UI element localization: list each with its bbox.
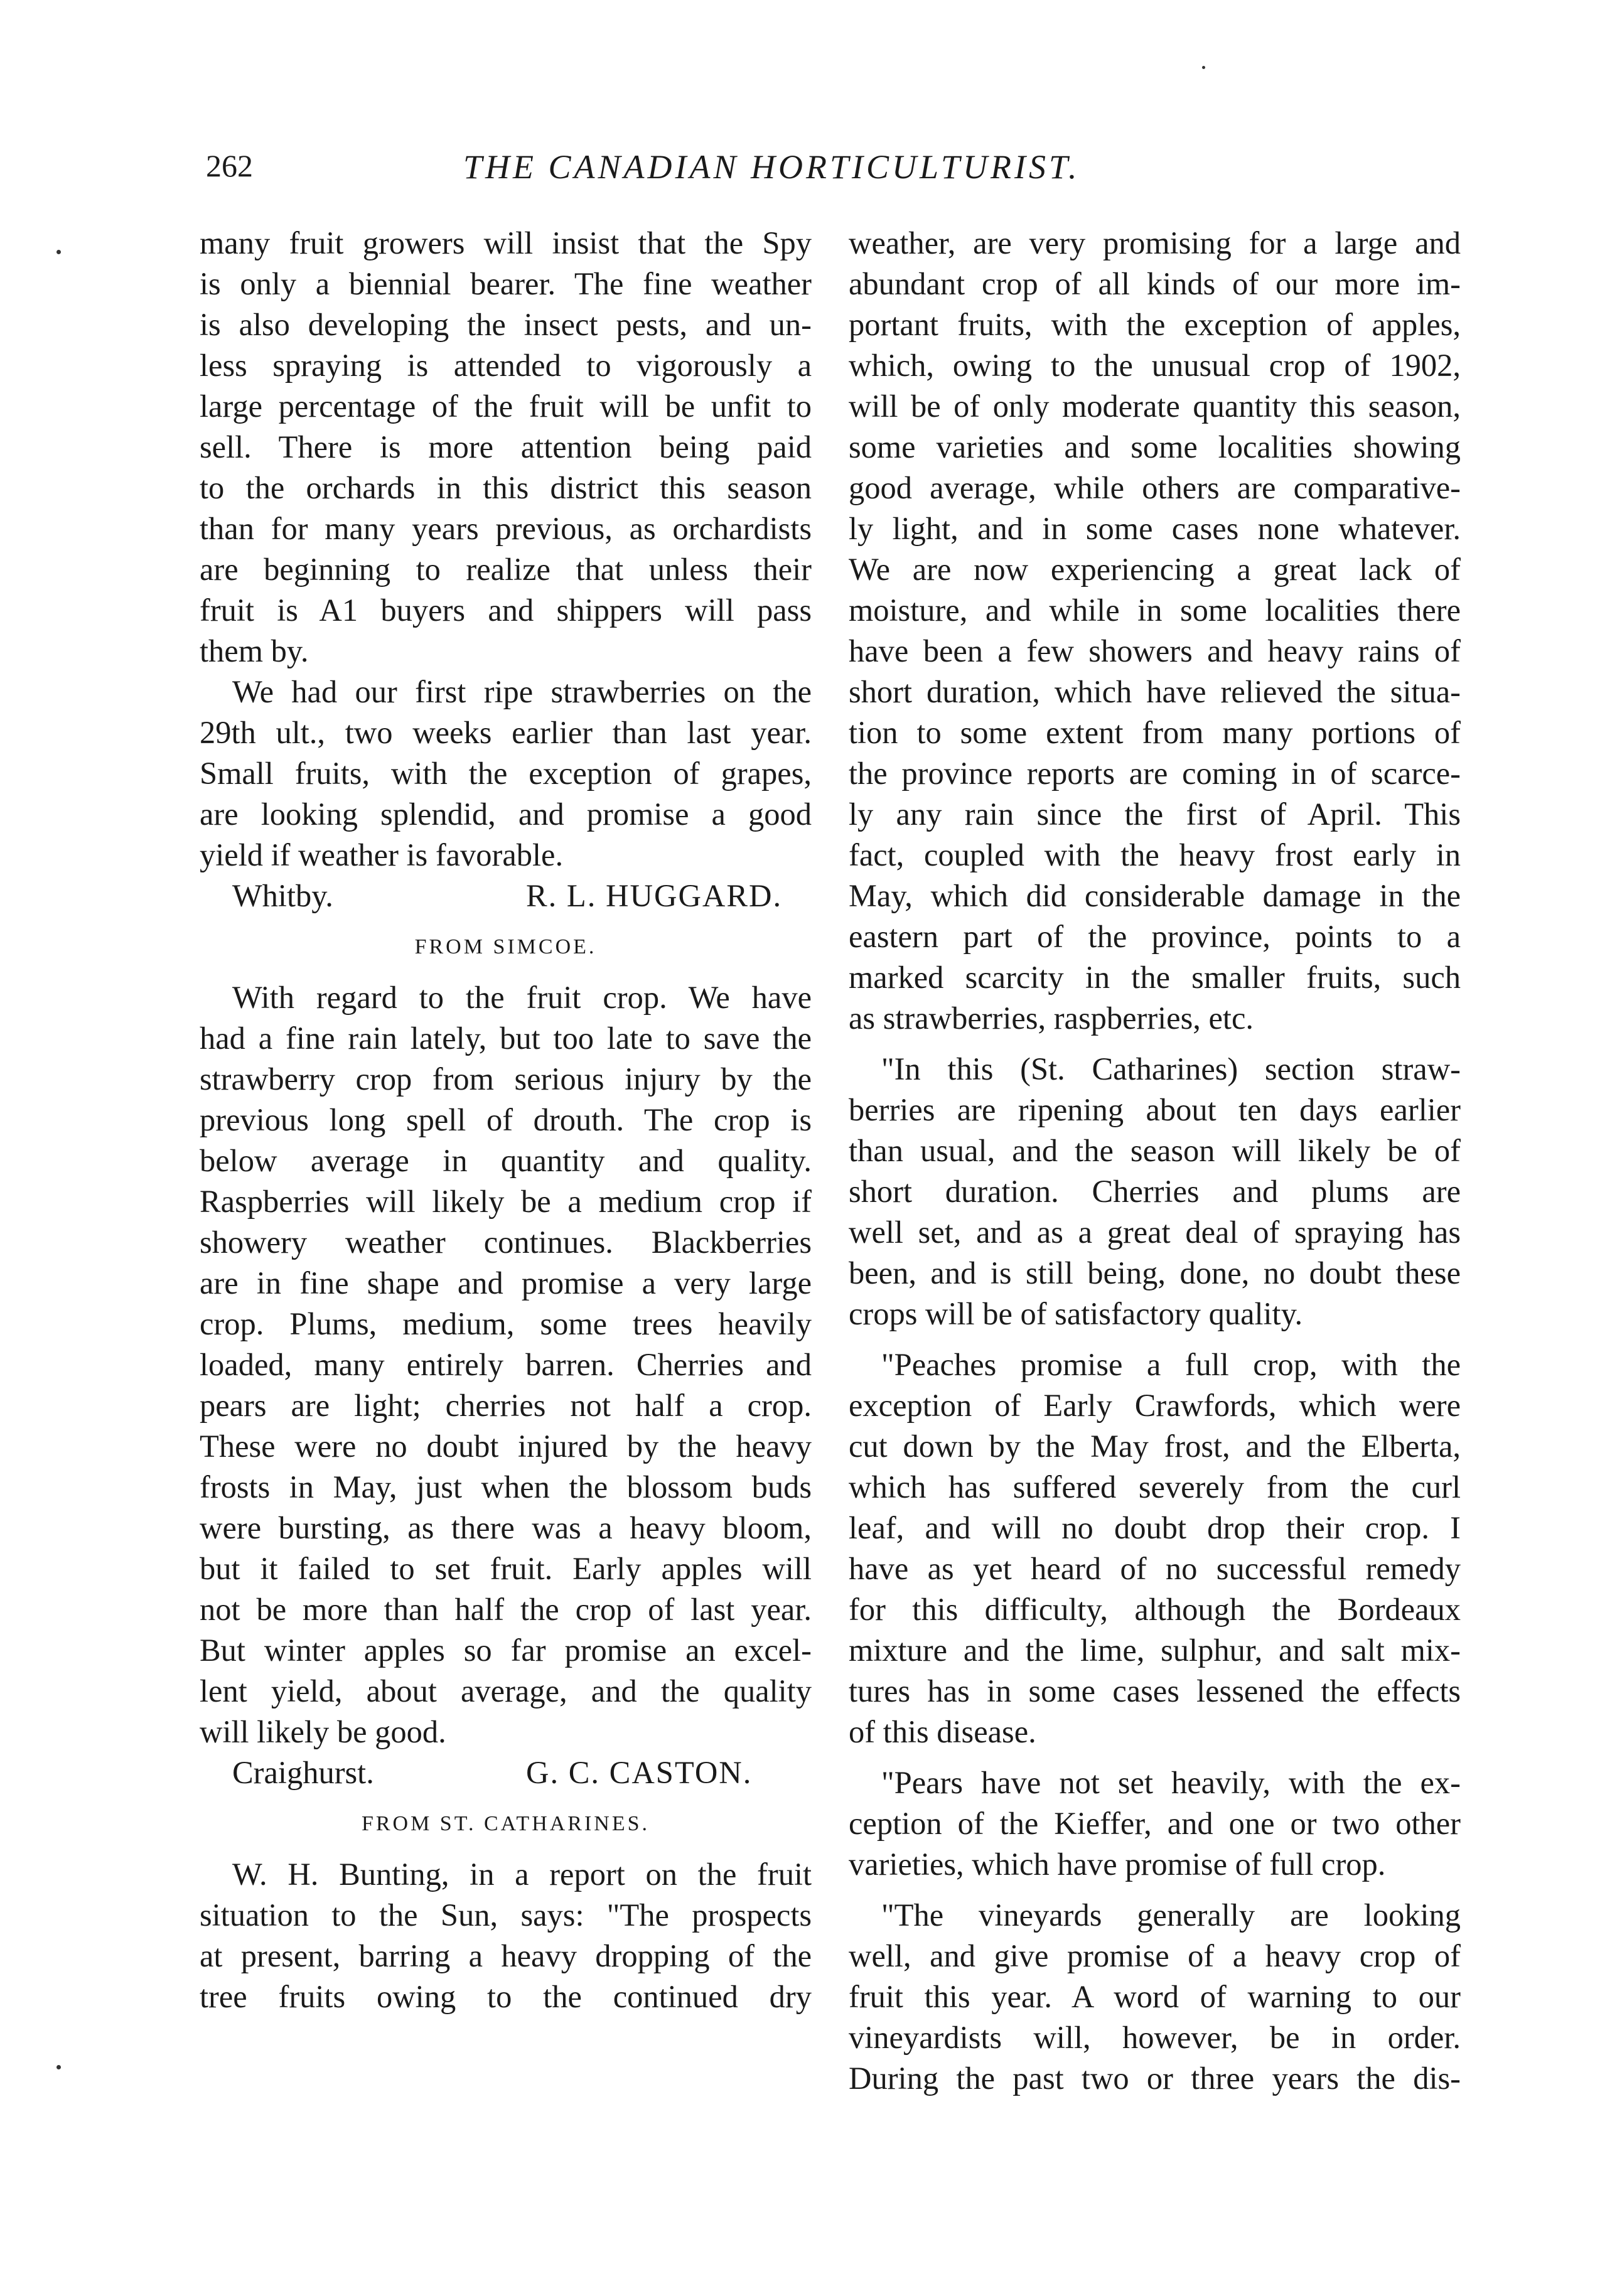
signature-place: Craighurst. <box>232 1755 374 1790</box>
running-title: THE CANADIAN HORTICULTURIST. <box>463 148 1080 186</box>
signature-line <box>200 1752 812 1793</box>
text-line: fact, coupled with the heavy frost early in <box>849 837 1461 872</box>
text-line: We are now experiencing a great lack of <box>849 552 1461 587</box>
text-line: vineyardists will, however, be in order. <box>849 2020 1461 2055</box>
paragraph <box>849 1762 1461 1885</box>
text-line: have been a few showers and heavy rains of <box>849 633 1461 668</box>
signature-line <box>200 876 812 916</box>
text-line: tion to some extent from many portions of <box>849 715 1461 750</box>
text-line: 29th ult., two weeks earlier than last year. <box>200 715 812 750</box>
text-line: fruit this year. A word of warning to our <box>849 1979 1461 2014</box>
text-line: "Pears have not set heavily, with the ex- <box>881 1765 1461 1800</box>
text-line: eastern part of the province, points to a <box>849 919 1461 954</box>
text-line: have as yet heard of no successful remedy <box>849 1551 1461 1586</box>
signature-name: G. C. CASTON. <box>526 1755 753 1790</box>
text-line: May, which did considerable damage in the <box>849 878 1461 913</box>
text-line: many fruit growers will insist that the Spy <box>200 225 812 260</box>
text-line: to the orchards in this district this season <box>200 470 812 505</box>
text-line: Small fruits, with the exception of grapes, <box>200 756 812 791</box>
text-line: "The vineyards generally are looking <box>881 1897 1461 1933</box>
text-line: short duration. Cherries and plums are <box>849 1174 1461 1209</box>
paragraph <box>200 1854 812 2017</box>
text-line: than for many years previous, as orchardists <box>200 511 812 546</box>
text-line: which, owing to the unusual crop of 1902, <box>849 348 1461 383</box>
text-line: below average in quantity and quality. <box>200 1143 812 1178</box>
text-line: sell. There is more attention being paid <box>200 429 812 464</box>
text-line: the province reports are coming in of scarce- <box>849 756 1461 791</box>
text-line: marked scarcity in the smaller fruits, such <box>849 960 1461 995</box>
text-line: lent yield, about average, and the quality <box>200 1673 812 1709</box>
paragraph <box>200 672 812 876</box>
text-line: W. H. Bunting, in a report on the fruit <box>232 1857 812 1892</box>
text-line: weather, are very promising for a large and <box>849 225 1461 260</box>
text-line: for this difficulty, although the Bordeaux <box>849 1592 1461 1627</box>
signature-place: Whitby. <box>232 878 333 913</box>
section-heading: FROM ST. CATHARINES. <box>361 1812 650 1835</box>
text-line: previous long spell of drouth. The crop is <box>200 1102 812 1137</box>
text-line: frosts in May, just when the blossom buds <box>200 1469 812 1505</box>
text-line: of this disease. <box>849 1714 1036 1749</box>
text-line: well set, and as a great deal of spraying has <box>849 1215 1461 1250</box>
left-column <box>200 223 812 2017</box>
text-line: are in fine shape and promise a very large <box>200 1265 812 1301</box>
text-line: With regard to the fruit crop. We have <box>232 980 812 1015</box>
text-line: than usual, and the season will likely be of <box>849 1133 1461 1168</box>
margin-dot <box>56 250 61 254</box>
text-line: short duration, which have relieved the situa- <box>849 674 1461 709</box>
text-line: but it failed to set fruit. Early apples will <box>200 1551 812 1586</box>
text-line: at present, barring a heavy dropping of the <box>200 1938 812 1973</box>
text-line: will be of only moderate quantity this season, <box>849 389 1461 424</box>
text-line: as strawberries, raspberries, etc. <box>849 1000 1254 1036</box>
paragraph <box>200 977 812 1752</box>
margin-dot <box>1202 66 1205 69</box>
text-line: fruit is A1 buyers and shippers will pass <box>200 593 812 628</box>
text-line: mixture and the lime, sulphur, and salt mix- <box>849 1633 1461 1668</box>
text-line: good average, while others are comparative- <box>849 470 1461 505</box>
text-line: ly light, and in some cases none whatever. <box>849 511 1461 546</box>
text-line: tures has in some cases lessened the effects <box>849 1673 1461 1709</box>
text-line: are beginning to realize that unless their <box>200 552 812 587</box>
text-line: which has suffered severely from the curl <box>849 1469 1461 1505</box>
page-header <box>206 148 1198 204</box>
text-line: We had our first ripe strawberries on the <box>232 674 812 709</box>
text-line: were bursting, as there was a heavy bloom, <box>200 1510 812 1545</box>
text-line: exception of Early Crawfords, which were <box>849 1388 1461 1423</box>
right-column <box>849 223 1461 2099</box>
text-line: pears are light; cherries not half a crop. <box>200 1388 812 1423</box>
text-line: yield if weather is favorable. <box>200 837 564 872</box>
paragraph <box>849 1344 1461 1752</box>
text-line: them by. <box>200 633 309 668</box>
paragraph <box>849 1049 1461 1334</box>
paragraph <box>200 223 812 672</box>
text-line: less spraying is attended to vigorously a <box>200 348 812 383</box>
paragraph <box>849 1895 1461 2099</box>
text-line: During the past two or three years the dis- <box>849 2061 1461 2096</box>
text-line: abundant crop of all kinds of our more im- <box>849 266 1461 301</box>
text-line: is also developing the insect pests, and un- <box>200 307 812 342</box>
text-line: varieties, which have promise of full crop. <box>849 1847 1386 1882</box>
text-line: leaf, and will no doubt drop their crop. I <box>849 1510 1461 1545</box>
text-line: crops will be of satisfactory quality. <box>849 1296 1303 1331</box>
text-line: Raspberries will likely be a medium crop if <box>200 1184 812 1219</box>
text-line: portant fruits, with the exception of apples, <box>849 307 1461 342</box>
text-line: strawberry crop from serious injury by the <box>200 1061 812 1097</box>
text-line: These were no doubt injured by the heavy <box>200 1429 812 1464</box>
section-heading: FROM SIMCOE. <box>414 935 597 958</box>
text-line: cut down by the May frost, and the Elberta, <box>849 1429 1461 1464</box>
text-line: had a fine rain lately, but too late to save the <box>200 1021 812 1056</box>
text-line: ception of the Kieffer, and one or two other <box>849 1806 1461 1841</box>
text-line: is only a biennial bearer. The fine weather <box>200 266 812 301</box>
signature-name: R. L. HUGGARD. <box>526 878 783 913</box>
text-line: "Peaches promise a full crop, with the <box>881 1347 1461 1382</box>
page-number: 262 <box>206 148 253 183</box>
text-line: been, and is still being, done, no doubt these <box>849 1255 1461 1290</box>
text-line: situation to the Sun, says: "The prospects <box>200 1897 812 1933</box>
text-line: moisture, and while in some localities there <box>849 593 1461 628</box>
margin-dot <box>56 2065 61 2069</box>
text-line: will likely be good. <box>200 1714 446 1749</box>
text-line: But winter apples so far promise an excel- <box>200 1633 812 1668</box>
text-line: not be more than half the crop of last year. <box>200 1592 812 1627</box>
text-line: crop. Plums, medium, some trees heavily <box>200 1306 812 1341</box>
text-line: "In this (St. Catharines) section straw- <box>881 1051 1461 1086</box>
text-line: loaded, many entirely barren. Cherries and <box>200 1347 812 1382</box>
text-line: tree fruits owing to the continued dry <box>200 1979 812 2014</box>
text-line: well, and give promise of a heavy crop of <box>849 1938 1461 1973</box>
paragraph <box>849 223 1461 1039</box>
text-line: large percentage of the fruit will be unfit to <box>200 389 812 424</box>
text-line: berries are ripening about ten days earlier <box>849 1092 1461 1127</box>
text-line: ly any rain since the first of April. This <box>849 797 1461 832</box>
text-line: showery weather continues. Blackberries <box>200 1225 812 1260</box>
text-line: are looking splendid, and promise a good <box>200 797 812 832</box>
text-line: some varieties and some localities showing <box>849 429 1461 464</box>
